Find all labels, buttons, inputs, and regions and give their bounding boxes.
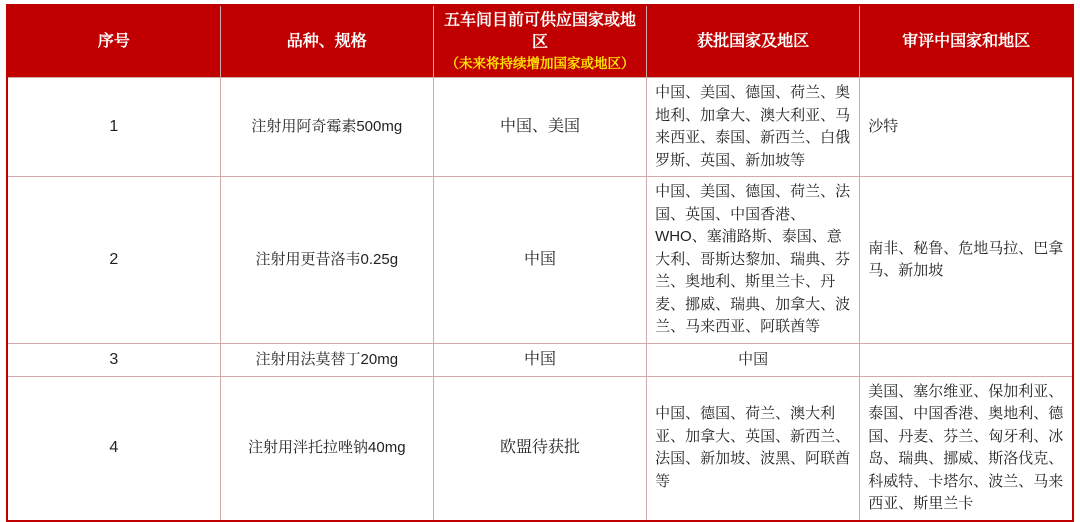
table-row	[7, 376, 1073, 521]
table-row	[7, 78, 1073, 177]
table-row	[7, 177, 1073, 344]
cell-index: 2	[7, 177, 220, 344]
header-review	[860, 5, 1073, 78]
header-index	[7, 5, 220, 78]
header-supply	[433, 5, 646, 78]
cell-approved: 中国	[647, 343, 860, 376]
header-approved	[647, 5, 860, 78]
cell-index: 1	[7, 78, 220, 177]
header-index-label: 序号	[97, 32, 130, 50]
cell-approved: 中国、美国、德国、荷兰、法国、英国、中国香港、WHO、塞浦路斯、泰国、意大利、哥斯达黎加、瑞典、芬兰、奥地利、斯里兰卡、丹麦、挪威、瑞典、加拿大、波兰、马来西亚、阿联酋等	[647, 177, 860, 344]
cell-review	[860, 343, 1073, 376]
header-name-label: 品种、规格	[286, 32, 367, 50]
cell-approved: 中国、美国、德国、荷兰、奥地利、加拿大、澳大利亚、马来西亚、泰国、新西兰、白俄罗斯、英国、新加坡等	[647, 78, 860, 177]
cell-review: 沙特	[860, 78, 1073, 177]
product-approval-table	[6, 4, 1074, 522]
cell-review: 美国、塞尔维亚、保加利亚、泰国、中国香港、奥地利、德国、丹麦、芬兰、匈牙利、冰岛、瑞典、挪威、斯洛伐克、科威特、卡塔尔、波兰、马来西亚、斯里兰卡	[860, 376, 1073, 521]
header-review-label: 审评中国家和地区	[902, 32, 1031, 50]
cell-name: 注射用阿奇霉素500mg	[220, 78, 433, 177]
cell-name: 注射用更昔洛韦0.25g	[220, 177, 433, 344]
cell-name: 注射用泮托拉唑钠40mg	[220, 376, 433, 521]
cell-supply: 中国	[433, 343, 646, 376]
cell-index: 4	[7, 376, 220, 521]
cell-supply: 中国	[433, 177, 646, 344]
table-header	[7, 5, 1073, 78]
cell-supply: 中国、美国	[433, 78, 646, 177]
cell-name: 注射用法莫替丁20mg	[220, 343, 433, 376]
cell-approved: 中国、德国、荷兰、澳大利亚、加拿大、英国、新西兰、法国、新加坡、波黑、阿联酋等	[647, 376, 860, 521]
cell-index: 3	[7, 343, 220, 376]
table-body	[7, 78, 1073, 521]
header-supply-label: 五车间目前可供应国家或地区	[443, 12, 636, 51]
cell-supply: 欧盟待获批	[433, 376, 646, 521]
header-approved-label: 获批国家及地区	[697, 32, 810, 50]
header-row	[7, 5, 1073, 78]
table-row	[7, 343, 1073, 376]
cell-review: 南非、秘鲁、危地马拉、巴拿马、新加坡	[860, 177, 1073, 344]
header-supply-sublabel: （未来将持续增加国家或地区）	[445, 56, 635, 72]
header-name	[220, 5, 433, 78]
